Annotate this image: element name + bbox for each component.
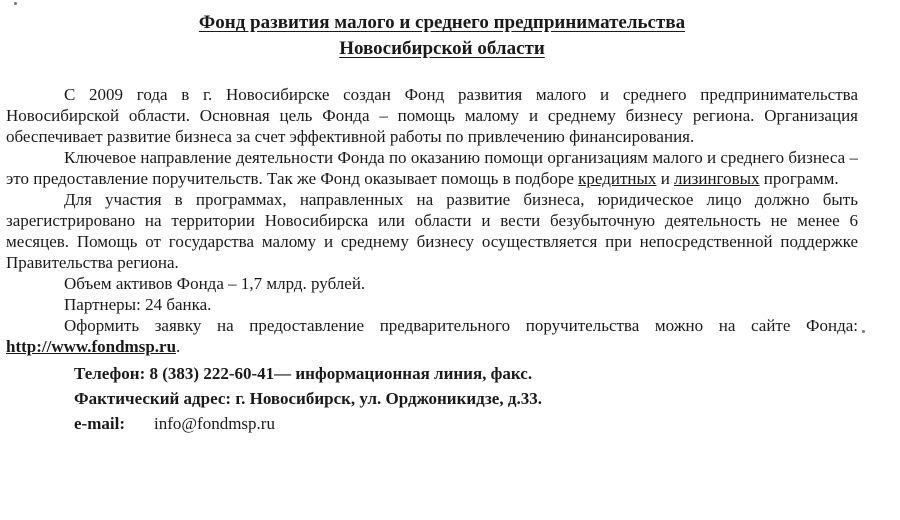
email-value[interactable]: info@fondmsp.ru — [154, 414, 275, 433]
email-line — [74, 411, 858, 436]
title-line-2: Новосибирской области — [339, 38, 545, 59]
apply-text-end: . — [176, 337, 181, 356]
site-url-link[interactable]: http://www.fondmsp.ru — [6, 337, 177, 356]
phone-line: Телефон: 8 (383) 222-60-41— информационная линия, факс. — [74, 364, 533, 383]
document-title — [6, 10, 858, 62]
contacts-block — [6, 361, 858, 436]
direction-text-mid: и — [656, 169, 675, 188]
paragraph-intro: С 2009 года в г. Новосибирске создан Фонд развития малого и среднего предпринимательства Новосибирской области. Основная цель Фонда – помощь малому и среднему бизнесу региона. Организация обеспечивает развитие бизнеса за счет эффективной работы по привлечению финансирования. — [6, 85, 858, 146]
scan-speck — [862, 330, 865, 333]
paragraph-apply — [6, 315, 858, 357]
scan-speck — [14, 2, 17, 5]
assets-line: Объем активов Фонда – 1,7 млрд. рублей. — [64, 274, 366, 293]
apply-text-start: Оформить заявку на предоставление предварительного поручительства можно на сайте Фонда: — [64, 316, 858, 335]
direction-text-start: Ключевое направление деятельности Фонда по оказанию помощи организациям малого и среднего бизнеса – это предоставление поручительств. Так же Фонд оказывает помощь в подборе — [6, 148, 858, 188]
document-body — [6, 84, 858, 357]
email-label: e-mail: — [74, 414, 125, 433]
title-line-1: Фонд развития малого и среднего предпринимательства — [198, 12, 686, 33]
leasing-programs-link[interactable]: лизинговых — [674, 169, 760, 188]
paragraph-direction — [6, 147, 858, 189]
address-line: Фактический адрес: г. Новосибирск, ул. Орджоникидзе, д.33. — [74, 389, 542, 408]
credit-programs-link[interactable]: кредитных — [578, 169, 657, 188]
paragraph-requirements: Для участия в программах, направленных на развитие бизнеса, юридическое лицо должно быть зарегистрировано на территории Новосибирска или области и вести безубыточную деятельность не менее 6 месяцев. Помощь от государства малому и среднему бизнесу осуществляется при непосредственной поддержке Правительства региона. — [6, 190, 858, 272]
direction-text-end: программ. — [759, 169, 839, 188]
partners-line: Партнеры: 24 банка. — [64, 295, 212, 314]
